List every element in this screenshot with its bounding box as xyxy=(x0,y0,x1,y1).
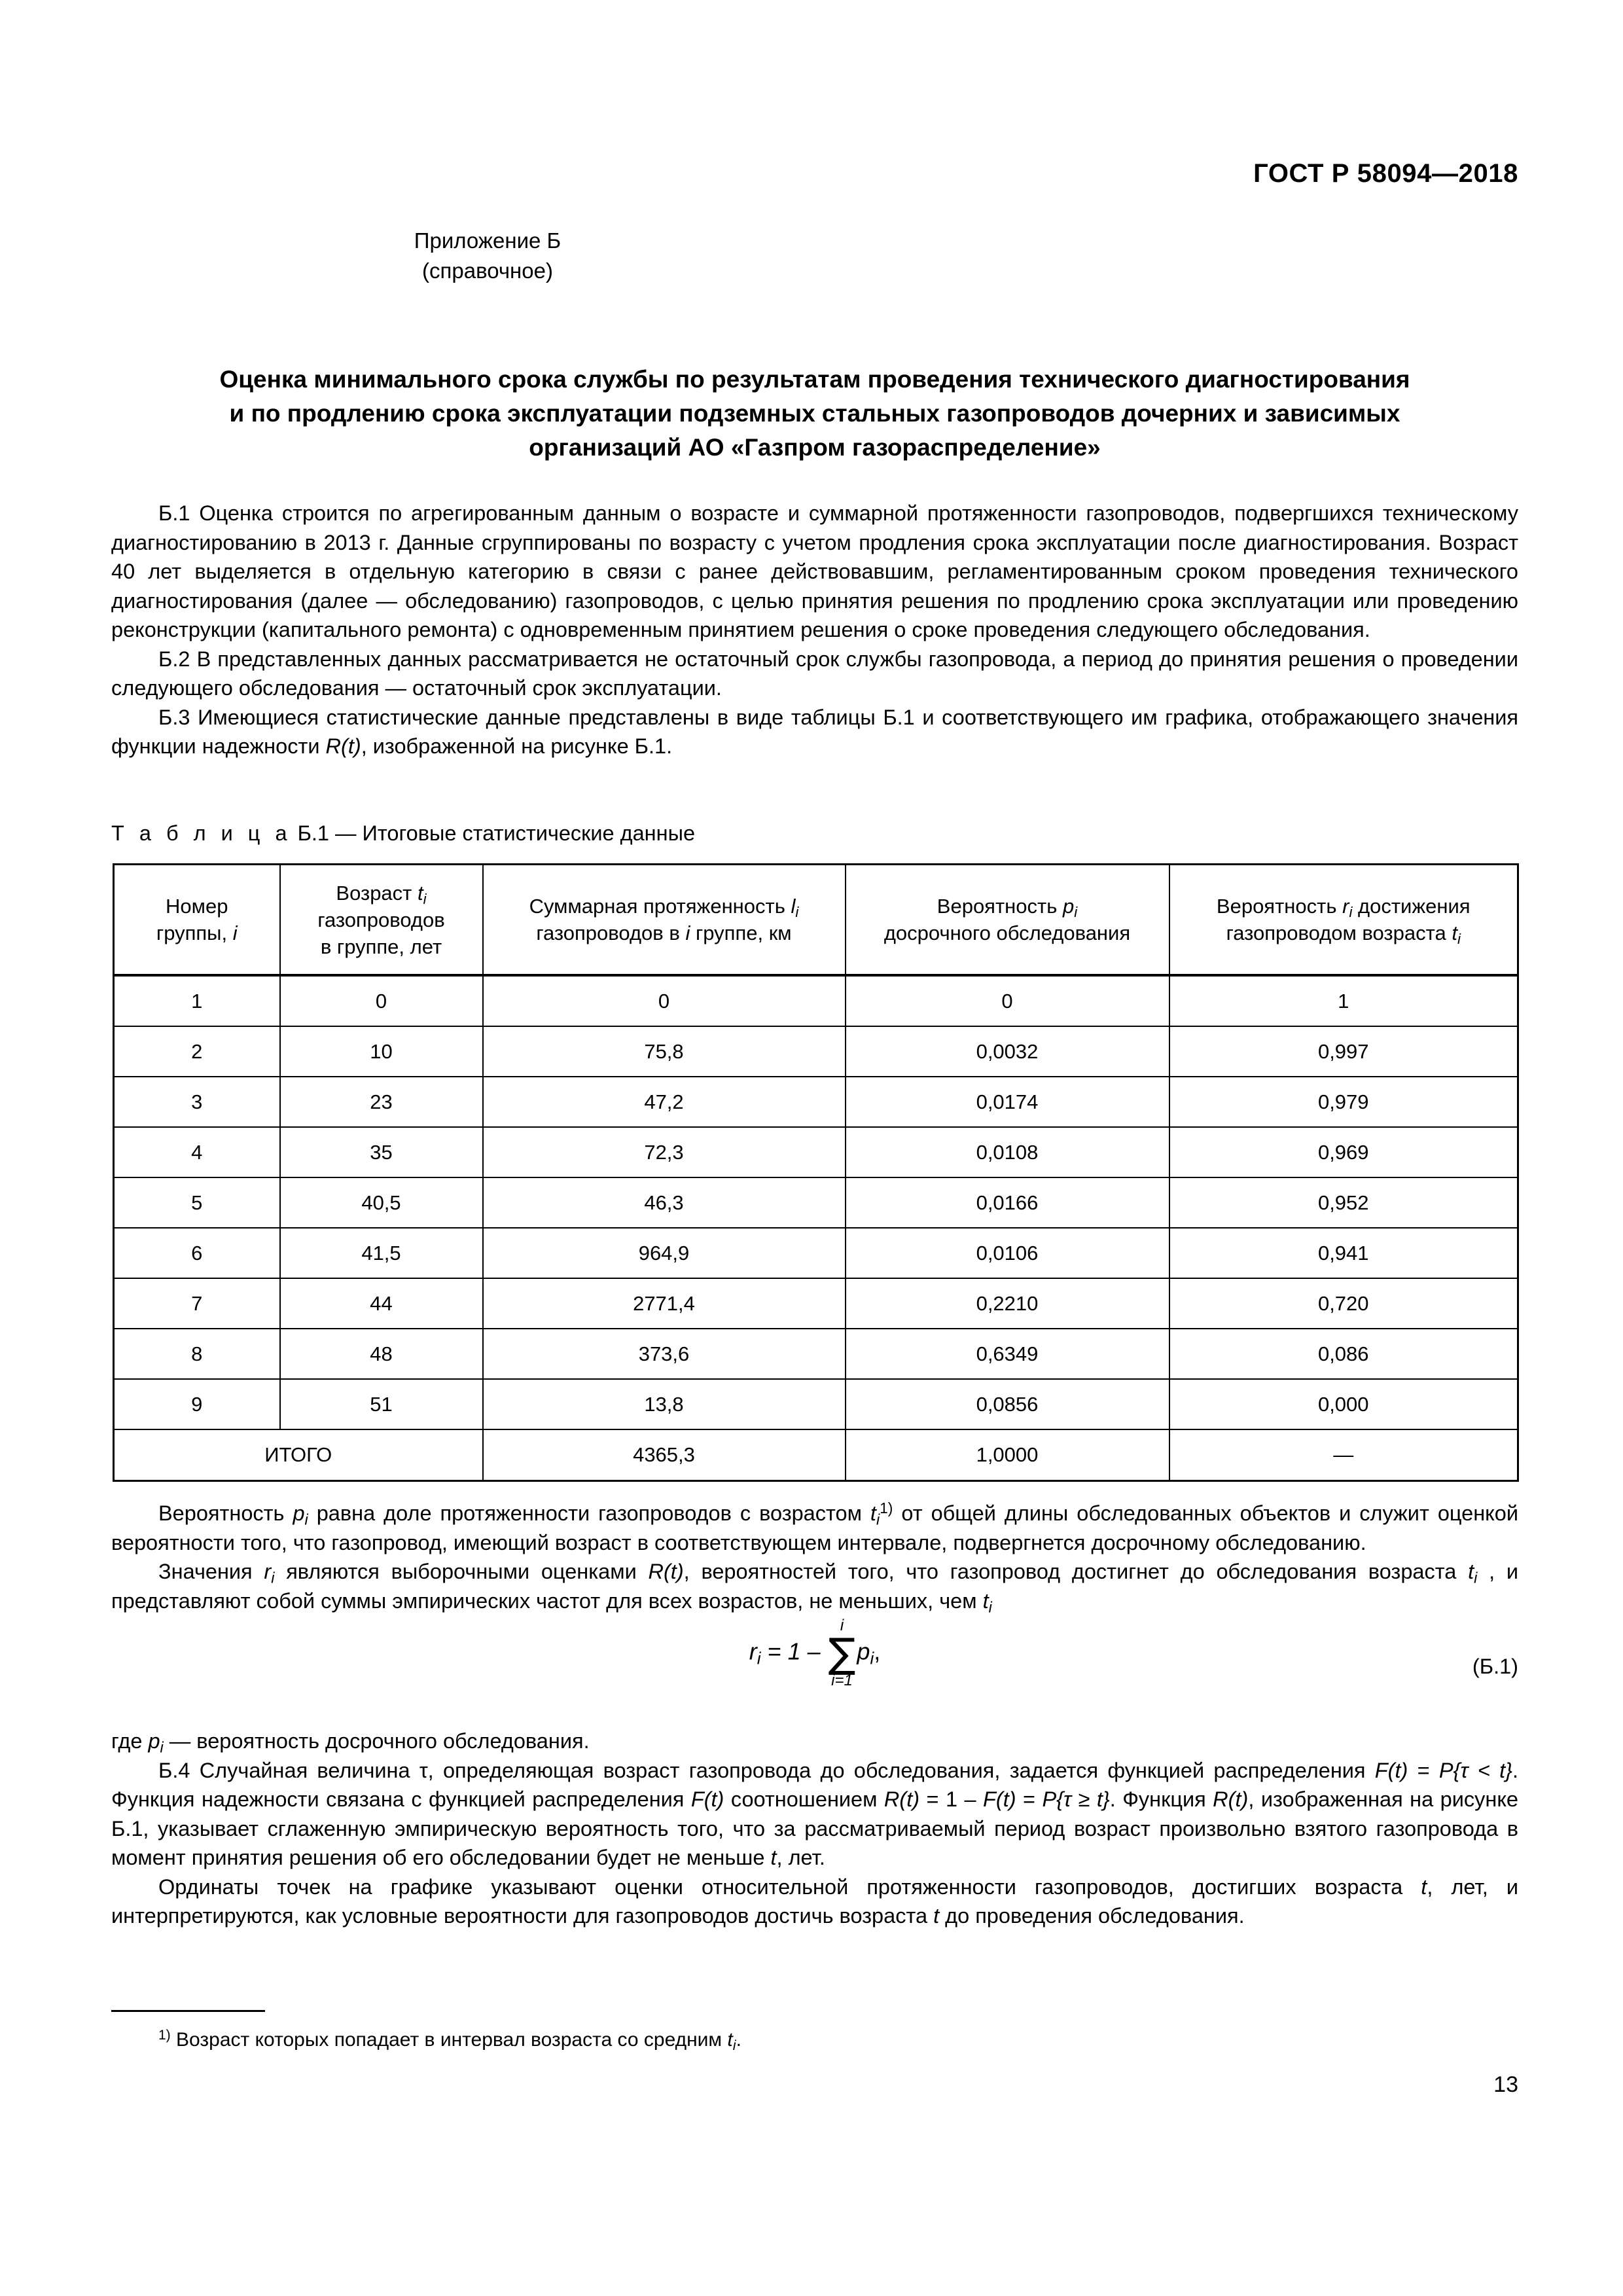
page-title-line-3: организаций АО «Газпром газораспределение» xyxy=(529,434,1101,461)
symbol-F: F xyxy=(690,1787,704,1811)
summation-upper-limit: i xyxy=(840,1617,844,1634)
table-caption-word: Т а б л и ц а xyxy=(111,821,292,845)
symbol-t-paren: (t) xyxy=(663,1560,684,1583)
cell-probability-r: 0,979 xyxy=(1169,1077,1518,1127)
cell-probability-p: 0,6349 xyxy=(846,1329,1169,1379)
symbol-t: t xyxy=(1452,922,1457,944)
symbol-t-paren: (t) xyxy=(995,1787,1016,1811)
cell-length: 72,3 xyxy=(483,1127,846,1177)
subscript-i: i xyxy=(1349,904,1353,921)
table-row xyxy=(114,1379,1518,1429)
cell-probability-r: 1 xyxy=(1169,975,1518,1026)
standard-header: ГОСТ Р 58094—2018 xyxy=(1253,159,1518,188)
symbol-t-paren: (t) xyxy=(341,734,361,758)
text-fragment: . Функция надежности связана с функцией распределения xyxy=(111,1758,1518,1811)
symbol-p: p xyxy=(293,1501,305,1525)
subscript-i: i xyxy=(304,1511,308,1528)
cell-total-length: 4365,3 xyxy=(483,1429,846,1481)
symbol-t-paren: (t) xyxy=(704,1787,724,1811)
appendix-label-block xyxy=(111,226,864,286)
table-row xyxy=(114,1177,1518,1228)
table-caption xyxy=(111,821,695,846)
symbol-p: p xyxy=(148,1729,160,1753)
text-fragment: от общей длины обследованных объектов и служит оценкой вероятности того, что газопровод, имеющий возраст в соответствующем интервале, подвергнется досрочному обследованию. xyxy=(111,1501,1518,1554)
text-fragment: . Функция xyxy=(1109,1787,1213,1811)
text-fragment: , и представляют собой суммы эмпирических частот для всех возрастов, не меньших, чем xyxy=(111,1560,1518,1613)
appendix-title: Приложение Б xyxy=(414,228,562,253)
cell-group: 3 xyxy=(114,1077,280,1127)
body-text-middle xyxy=(111,1499,1518,1615)
text-fragment: = xyxy=(1016,1787,1043,1811)
footnote-text: . xyxy=(736,2029,741,2051)
column-header-group-number xyxy=(114,865,280,976)
symbol-t: t xyxy=(982,1588,989,1613)
column-header-probability-p xyxy=(846,865,1169,976)
cell-age: 44 xyxy=(280,1278,483,1329)
cell-group: 7 xyxy=(114,1278,280,1329)
table-total-row xyxy=(114,1429,1518,1481)
paragraph-where xyxy=(111,1727,1518,1756)
subscript-i: i xyxy=(271,1569,275,1587)
header-text: Номер xyxy=(166,895,228,918)
header-text: газопроводов xyxy=(317,908,445,931)
paragraph-b1: Б.1 Оценка строится по агрегированным данным о возрасте и суммарной протяженности газопроводов, подвергшихся техническому диагностированию в 2013 г. Данные сгруппированы по возрасту с учетом продления срока эксплуатации после диагностирования. Возраст 40 лет выделяется в отдельную категорию в связи с ранее действовавшим, регламентированным сроком проведения технического диагностирования (далее — обследованию) газопроводов, с целью принятия решения по продлению срока эксплуатации или проведению реконструкции (капитального ремонта) с одновременным принятием решения о сроке проведения следующего обследования. xyxy=(111,501,1518,641)
cell-length: 964,9 xyxy=(483,1228,846,1278)
table-header-row xyxy=(114,865,1518,976)
text-fragment: Б.4 Случайная величина τ, определяющая возраст газопровода до обследования, задается функцией распределения xyxy=(158,1758,1375,1782)
column-header-probability-r xyxy=(1169,865,1518,976)
header-text: газопроводом возраста xyxy=(1226,922,1452,944)
text-fragment: где xyxy=(111,1729,149,1753)
symbol-R: R xyxy=(325,734,342,758)
formula-block xyxy=(111,1617,1518,1715)
footnote-text: Возраст которых попадает в интервал возраста со средним xyxy=(170,2029,728,2051)
cell-probability-r: 0,941 xyxy=(1169,1228,1518,1278)
formula-comma: , xyxy=(874,1638,881,1665)
paragraph-b4 xyxy=(111,1756,1518,1873)
paragraph-ordinates xyxy=(111,1873,1518,1931)
cell-probability-p: 0,2210 xyxy=(846,1278,1169,1329)
symbol-t-paren: (t) xyxy=(1387,1758,1408,1782)
paragraph-b3-pre: Б.3 Имеющиеся статистические данные представлены в виде таблицы Б.1 и соответствующего им графика, отображающего значения функции надежности xyxy=(111,705,1518,758)
header-text: достижения xyxy=(1352,895,1471,918)
table-body xyxy=(114,975,1518,1481)
cell-length: 47,2 xyxy=(483,1077,846,1127)
symbol-t: t xyxy=(1421,1874,1427,1899)
header-text: в группе, лет xyxy=(320,935,442,958)
cell-total-r: — xyxy=(1169,1429,1518,1481)
footnote-marker: 1) xyxy=(158,2027,171,2043)
symbol-p: p xyxy=(1063,895,1075,918)
probability-expression: {τ ≥ t} xyxy=(1056,1787,1110,1811)
text-fragment: , изображенная на рисунке Б.1, указывает сглаженную эмпирическую вероятность того, что за рассматриваемый период возраст произвольно взятого газопровода в момент принятия решения об его обследовании будет не меньше xyxy=(111,1787,1518,1869)
cell-age: 40,5 xyxy=(280,1177,483,1228)
subscript-i: i xyxy=(757,1649,761,1668)
subscript-i: i xyxy=(876,1511,880,1528)
subscript-i: i xyxy=(732,2036,736,2053)
paragraph-values-r xyxy=(111,1557,1518,1615)
cell-probability-p: 0,0166 xyxy=(846,1177,1169,1228)
text-fragment: Значения xyxy=(158,1560,264,1583)
text-fragment: = 1 – xyxy=(919,1787,984,1811)
symbol-F: F xyxy=(983,1787,996,1811)
subscript-i: i xyxy=(423,890,427,907)
header-text: Возраст xyxy=(336,881,418,905)
paragraph-b2: Б.2 В представленных данных рассматривается не остаточный срок службы газопровода, а период до принятия решения о проведении следующего обследования — остаточный срок эксплуатации. xyxy=(111,647,1518,700)
text-fragment: , лет, и интерпретируются, как условные вероятности для газопроводов достичь возраста xyxy=(111,1874,1518,1928)
formula-expression xyxy=(111,1617,1518,1689)
formula-number: (Б.1) xyxy=(1472,1655,1518,1678)
sigma-icon: ∑ xyxy=(828,1629,856,1677)
header-text: группы, xyxy=(156,922,233,944)
symbol-t: t xyxy=(1468,1560,1474,1583)
cell-age: 51 xyxy=(280,1379,483,1429)
header-text: Суммарная протяженность xyxy=(529,895,791,918)
text-fragment: = xyxy=(1408,1758,1439,1782)
symbol-F: F xyxy=(1374,1758,1388,1782)
header-text: Вероятность xyxy=(1216,895,1343,918)
subscript-i: i xyxy=(160,1738,164,1756)
symbol-t: t xyxy=(770,1846,777,1869)
statistics-table-wrapper xyxy=(113,863,1517,1482)
symbol-r: r xyxy=(264,1560,272,1583)
symbol-R: R xyxy=(1213,1787,1228,1811)
symbol-t-paren: (t) xyxy=(1228,1787,1249,1811)
cell-probability-p: 0,0032 xyxy=(846,1026,1169,1077)
symbol-i: i xyxy=(685,922,690,944)
subscript-i: i xyxy=(870,1649,874,1668)
cell-age: 35 xyxy=(280,1127,483,1177)
cell-length: 46,3 xyxy=(483,1177,846,1228)
symbol-t-paren: (t) xyxy=(899,1787,920,1811)
text-fragment: до проведения обследования. xyxy=(939,1904,1245,1928)
appendix-type: (справочное) xyxy=(422,259,553,283)
symbol-t: t xyxy=(417,881,423,905)
cell-group: 1 xyxy=(114,975,280,1026)
symbol-P: P xyxy=(1438,1758,1454,1782)
table-row xyxy=(114,1127,1518,1177)
text-fragment: Ординаты точек на графике указывают оценки относительной протяженности газопроводов, достигших возраста xyxy=(158,1874,1421,1899)
cell-probability-r: 0,969 xyxy=(1169,1127,1518,1177)
cell-probability-r: 0,000 xyxy=(1169,1379,1518,1429)
header-text: газопроводов в xyxy=(536,922,686,944)
text-fragment: соотношением xyxy=(724,1787,884,1811)
text-fragment: — вероятность досрочного обследования. xyxy=(163,1729,590,1753)
page-title-line-1: Оценка минимального срока службы по результатам проведения технического диагностирования xyxy=(219,366,1410,393)
symbol-P: P xyxy=(1042,1787,1057,1811)
subscript-i: i xyxy=(1474,1569,1478,1587)
text-fragment: являются выборочными оценками xyxy=(274,1560,649,1583)
subscript-i: i xyxy=(1457,931,1461,948)
cell-age: 41,5 xyxy=(280,1228,483,1278)
cell-length: 13,8 xyxy=(483,1379,846,1429)
footnote xyxy=(158,2027,741,2053)
text-fragment: , лет. xyxy=(776,1846,825,1869)
symbol-i: i xyxy=(232,922,238,944)
subscript-i: i xyxy=(1074,904,1078,921)
cell-group: 8 xyxy=(114,1329,280,1379)
cell-age: 48 xyxy=(280,1329,483,1379)
symbol-t: t xyxy=(933,1904,940,1928)
cell-probability-p: 0,0106 xyxy=(846,1228,1169,1278)
subscript-i: i xyxy=(795,904,799,921)
page-title-line-2: и по продлению срока эксплуатации подземных стальных газопроводов дочерних и зависимых xyxy=(229,400,1400,427)
table-row xyxy=(114,1228,1518,1278)
body-text-bottom xyxy=(111,1727,1518,1931)
text-fragment: Вероятность xyxy=(158,1501,293,1525)
formula-body xyxy=(749,1617,881,1689)
table-caption-rest: Б.1 — Итоговые статистические данные xyxy=(297,821,696,845)
paragraph-probability-p xyxy=(111,1499,1518,1557)
symbol-t: t xyxy=(870,1501,876,1525)
cell-probability-p: 0,0108 xyxy=(846,1127,1169,1177)
formula-equals: = 1 – xyxy=(760,1638,827,1665)
text-fragment: равна доле протяженности газопроводов с возрастом xyxy=(308,1501,870,1525)
cell-length: 0 xyxy=(483,975,846,1026)
column-header-length xyxy=(483,865,846,976)
cell-length: 75,8 xyxy=(483,1026,846,1077)
cell-group: 9 xyxy=(114,1379,280,1429)
cell-age: 10 xyxy=(280,1026,483,1077)
cell-probability-p: 0,0856 xyxy=(846,1379,1169,1429)
statistics-table xyxy=(113,863,1519,1482)
summation-symbol xyxy=(828,1617,856,1689)
table-row xyxy=(114,1329,1518,1379)
header-text: досрочного обследования xyxy=(883,922,1131,944)
cell-total-label: ИТОГО xyxy=(114,1429,483,1481)
cell-probability-r: 0,997 xyxy=(1169,1026,1518,1077)
cell-length: 2771,4 xyxy=(483,1278,846,1329)
probability-expression: {τ < t} xyxy=(1453,1758,1512,1782)
cell-probability-r: 0,952 xyxy=(1169,1177,1518,1228)
cell-probability-p: 0,0174 xyxy=(846,1077,1169,1127)
page-title xyxy=(111,363,1518,465)
table-row xyxy=(114,975,1518,1026)
symbol-r: r xyxy=(749,1638,757,1665)
table-row xyxy=(114,1278,1518,1329)
cell-age: 0 xyxy=(280,975,483,1026)
cell-probability-p: 0 xyxy=(846,975,1169,1026)
column-header-age xyxy=(280,865,483,976)
header-text: Вероятность xyxy=(936,895,1063,918)
cell-probability-r: 0,086 xyxy=(1169,1329,1518,1379)
table-row xyxy=(114,1026,1518,1077)
paragraph-b3 xyxy=(111,703,1518,761)
symbol-r: r xyxy=(1342,895,1349,918)
paragraph-b3-post: , изображенной на рисунке Б.1. xyxy=(361,734,673,758)
footnote-marker: 1) xyxy=(880,1499,893,1517)
cell-age: 23 xyxy=(280,1077,483,1127)
symbol-p: p xyxy=(857,1638,870,1665)
table-row xyxy=(114,1077,1518,1127)
symbol-t: t xyxy=(727,2029,733,2051)
cell-group: 6 xyxy=(114,1228,280,1278)
symbol-R: R xyxy=(648,1560,664,1583)
footnote-separator xyxy=(111,2010,265,2012)
page-number: 13 xyxy=(1493,2072,1518,2097)
cell-group: 5 xyxy=(114,1177,280,1228)
cell-length: 373,6 xyxy=(483,1329,846,1379)
cell-group: 2 xyxy=(114,1026,280,1077)
subscript-i: i xyxy=(988,1598,992,1615)
symbol-R: R xyxy=(883,1787,900,1811)
cell-probability-r: 0,720 xyxy=(1169,1278,1518,1329)
cell-group: 4 xyxy=(114,1127,280,1177)
cell-total-p: 1,0000 xyxy=(846,1429,1169,1481)
symbol-l: l xyxy=(791,895,796,918)
summation-lower-limit: i=1 xyxy=(831,1672,853,1689)
body-text-top xyxy=(111,499,1518,761)
header-text: группе, км xyxy=(690,922,792,944)
text-fragment: , вероятностей того, что газопровод достигнет до обследования возраста xyxy=(683,1560,1469,1583)
